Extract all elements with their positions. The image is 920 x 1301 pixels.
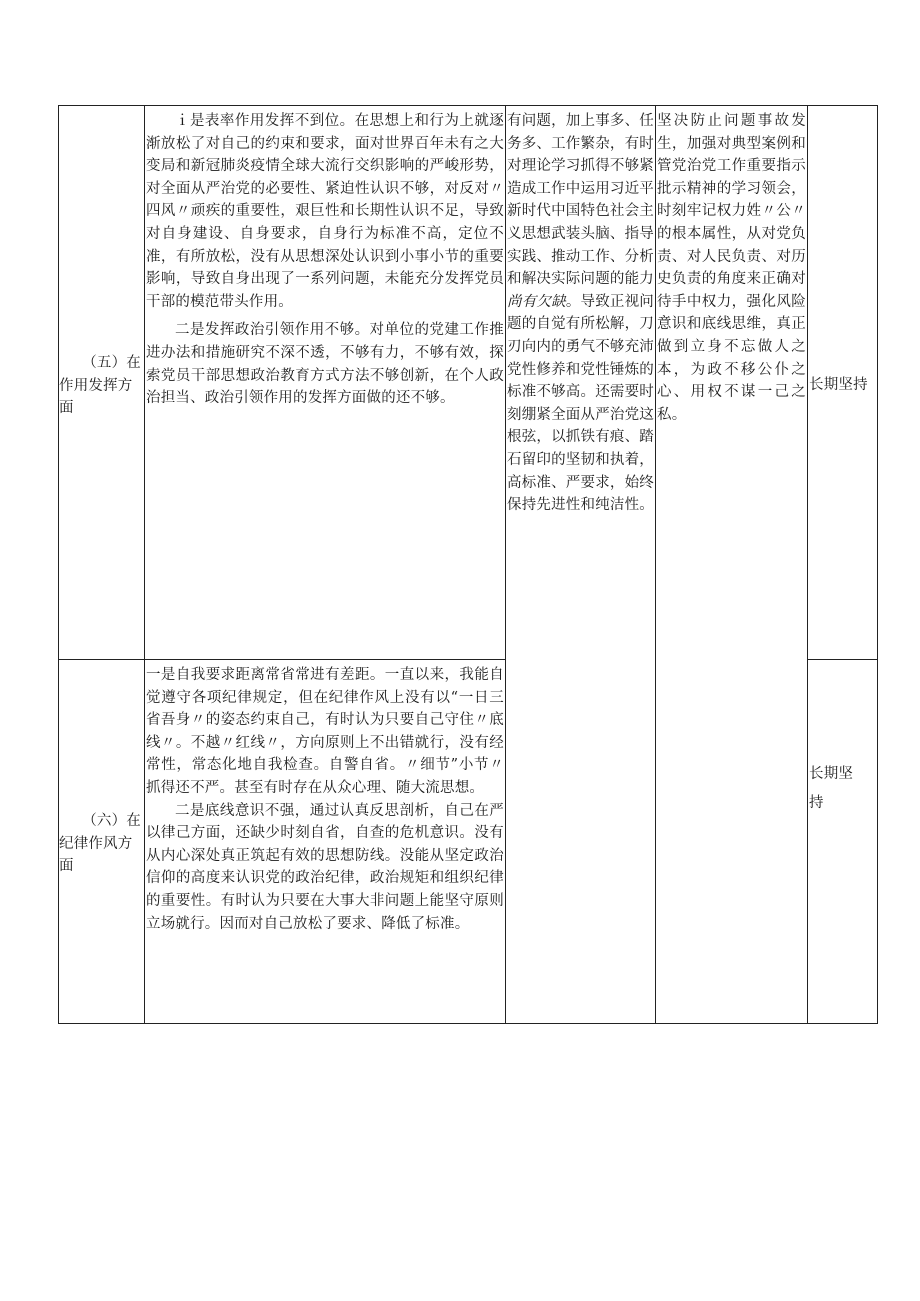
table-right-border [877,105,878,1024]
row-2-category: （六）在纪律作风方面 [59,813,141,875]
column-divider-1 [144,105,145,1024]
row-1-category: （五）在作用发挥方面 [59,355,141,417]
causes-italic-text: 尚有欠缺 [507,293,566,310]
table-top-border [58,105,878,106]
causes-cell [507,110,654,517]
table-bottom-border [58,1023,878,1024]
row-2-problem-paragraph-1: 一是自我要求距离常省常进有差距。一直以来，我能自觉遵守各项纪律规定，但在纪律作风上没有以“一日三省吾身〃的姿态约束自己，有时认为只要自己守住〃底线〃。不越〃红线〃，方向原则上不出错就行，没有经常性，常态化地自我检查。自警自省。〃细节”小节〃抓得还不严。甚至有时存在从众心理、随大流思想。 [146,667,504,796]
row-1-problem-paragraph-1: ｉ是表率作用发挥不到位。在思想上和行为上就逐渐放松了对自己的约束和要求，面对世界百年未有之大变局和新冠肺炎疫情全球大流行交织影响的严峻形势，对全面从严治党的必要性、紧迫性认识不够，对反对〃四风〃顽疾的重要性，艰巨性和长期性认识不足，导致对自身建设、自身要求，自身行为标准不高，定位不准，有所放松，没有从思想深处认识到小事小节的重要影响，导致自身出现了一系列问题，未能充分发挥党员干部的模范带头作用。 [146,113,504,310]
table-row-divider-left [58,659,506,660]
table-row-divider-right [807,659,878,660]
row-2-problems [146,664,504,935]
table-left-border [58,105,59,1024]
row-1-problems [146,110,504,410]
column-divider-3 [655,105,656,1024]
row-2-problem-paragraph-2: 二是底线意识不强，通过认真反思剖析，自己在严以律己方面，还缺少时刻自省，自查的危机意识。没有从内心深处真正筑起有效的思想防线。没能从坚定政治信仰的高度来认识党的政治纪律，政治规矩和组织纪律的重要性。有时认为只要在大事大非问题上能坚守原则立场就行。因而对自己放松了要求、降低了标准。 [146,802,504,932]
row-1-term: 长期坚持 [809,377,868,393]
row-2-term: 长期坚持 [809,766,854,811]
causes-text: 有问题，加上事多、任务多、工作繁杂，有时对理论学习抓得不够紧造成工作中运用习近平新时代中国特色社会主义思想武装头脑、指导实践、推动工作、分析和解决实际问题的能力尚有欠缺。导致正视问题的自觉有所松解，刀刃向内的勇气不够充沛党性修养和党性锤炼的标准不够高。还需要时刻绷紧全面从严治党这根弦，以抓铁有痕、踏石留印的坚韧和执着，高标准、严要求，始终保持先进性和纯洁性。 [507,113,655,514]
column-divider-2 [505,105,506,1024]
measures-cell [657,110,806,426]
row-1-problem-paragraph-2: 二是发挥政治引领作用不够。对单位的党建工作推进办法和措施研究不深不透，不够有力，不够有效，探索党员干部思想政治教育方式方法不够创新，在个人政治担当、政治引领作用的发挥方面做的还不够。 [146,322,504,407]
column-divider-4 [807,105,808,1024]
measures-text: 坚决防止问题事故发生，加强对典型案例和管党治党工作重要指示批示精神的学习领会，时刻牢记权力姓〃公〃的根本属性，从对党负责、对人民负责、对历史负责的角度来正确对待手中权力，强化风险意识和底线思维，真正做到立身不忘做人之本，为政不移公仆之心、用权不谋一己之私。 [657,113,806,423]
